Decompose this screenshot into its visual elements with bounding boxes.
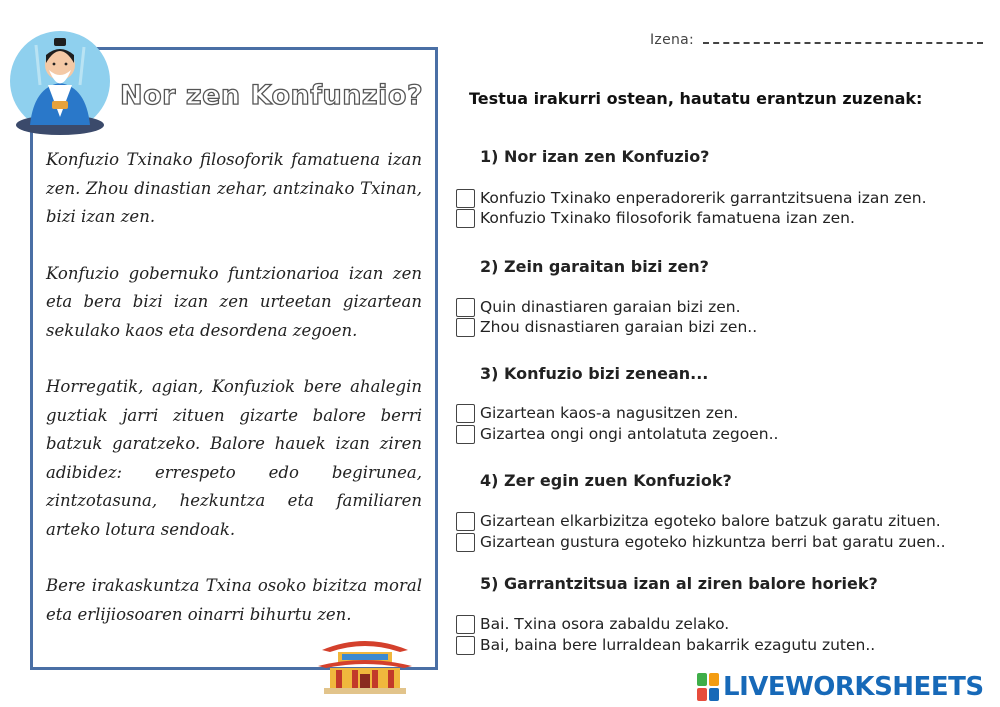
reading-paragraph-3: Horregatik, agian, Konfuziok bere ahalegin guztiak jarri zituen gizarte balore berri batzuk garatzeko. Balore hauek izan ziren adibidez: errespeto edo begirunea, zintzotasuna, hezkuntza eta familiaren arteko lotura sendoak. [46,377,422,539]
option-1a[interactable] [456,188,927,208]
option-label: Bai, baina bere lurraldean bakarrik ezagutu zuten.. [480,636,876,654]
option-label: Gizartean elkarbizitza egoteko balore batzuk garatu zituen. [480,512,941,530]
reading-paragraph-2: Konfuzio gobernuko funtzionarioa izan zen eta bera bizi izan zen urteetan gizartean sekulako kaos eta desordena zegoen. [46,263,422,340]
checkbox[interactable] [456,189,475,208]
checkbox[interactable] [456,298,475,317]
option-5a[interactable] [456,614,729,634]
checkbox[interactable] [456,615,475,634]
reading-title: Nor zen Konfunzio? [120,80,424,111]
question-5: 5) Garrantzitsua izan al ziren balore horiek? [480,574,878,593]
option-4a[interactable] [456,511,941,531]
option-5b[interactable] [456,635,875,655]
question-2: 2) Zein garaitan bizi zen? [480,257,709,276]
logo-text: LIVEWORKSHEETS [723,672,984,702]
checkbox[interactable] [456,636,475,655]
option-2a[interactable] [456,297,741,317]
question-4: 4) Zer egin zuen Konfuziok? [480,471,732,490]
temple-icon [316,628,414,696]
option-label: Zhou disnastiaren garaian bizi zen.. [480,318,758,336]
option-label: Konfuzio Txinako filosoforik famatuena izan zen. [480,209,855,227]
checkbox[interactable] [456,425,475,444]
liveworksheets-logo[interactable] [697,672,984,702]
confucius-avatar-icon [8,25,113,137]
question-1: 1) Nor izan zen Konfuzio? [480,147,710,166]
checkbox[interactable] [456,533,475,552]
reading-paragraph-1: Konfuzio Txinako filosoforik famatuena izan zen. Zhou dinastian zehar, antzinako Txinan, bizi izan zen. [46,150,422,226]
option-label: Gizartean gustura egoteko hizkuntza berri bat garatu zuen.. [480,533,946,551]
option-label: Konfuzio Txinako enperadorerik garrantzitsuena izan zen. [480,189,927,207]
option-1b[interactable] [456,208,855,228]
question-3: 3) Konfuzio bizi zenean... [480,364,709,383]
option-label: Quin dinastiaren garaian bizi zen. [480,298,741,316]
logo-mark-icon [697,673,719,701]
reading-text [46,146,422,657]
name-row [650,30,983,48]
checkbox[interactable] [456,512,475,531]
reading-paragraph-4: Bere irakaskuntza Txina osoko bizitza moral eta erlijiosoaren oinarri bihurtu zen. [46,576,422,624]
checkbox[interactable] [456,318,475,337]
checkbox[interactable] [456,404,475,423]
option-label: Bai. Txina osora zabaldu zelako. [480,615,730,633]
option-2b[interactable] [456,317,757,337]
option-3a[interactable] [456,403,738,423]
option-4b[interactable] [456,532,946,552]
option-3b[interactable] [456,424,778,444]
name-input-line[interactable] [703,30,983,44]
instructions: Testua irakurri ostean, hautatu erantzun zuzenak: [469,89,923,108]
checkbox[interactable] [456,209,475,228]
option-label: Gizartea ongi ongi antolatuta zegoen.. [480,425,779,443]
option-label: Gizartean kaos-a nagusitzen zen. [480,404,739,422]
name-label: Izena: [650,32,695,48]
